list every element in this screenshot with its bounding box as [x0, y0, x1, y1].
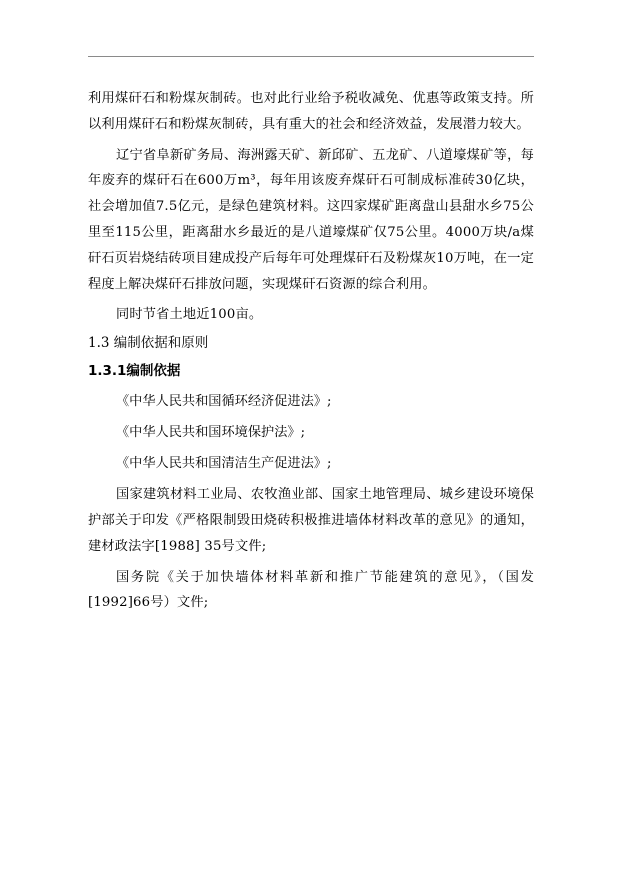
law-item-circular-economy: 《中华人民共和国循环经济促进法》;	[116, 394, 332, 410]
paragraph-state-council-opinion: 国务院《关于加快墙体材料革新和推广节能建筑的意见》，（国发[1992]66号）文件;	[88, 569, 534, 611]
paragraph-liaoning-mines: 辽宁省阜新矿务局、海洲露天矿、新邱矿、五龙矿、八道壕煤矿等，每年废弃的煤矸石在600万m³，每年用该废弃煤矸石可制成标准砖30亿块，社会增加值7.5亿元，是绿色建筑材料。这四家煤矿距离盘山县甜水乡75公里至115公里，距离甜水乡最近的是八道壕煤矿仅75公里。4000万块/a煤矸石页岩烧结砖项目建成投产后每年可处理煤矸石及粉煤灰10万吨，在一定程度上解决煤矸石排放问题，实现煤矸石资源的综合利用。	[88, 147, 534, 292]
paragraph-benefits: 利用煤矸石和粉煤灰制砖。也对此行业给予税收减免、优惠等政策支持。所以利用煤矸石和粉煤灰制砖，具有重大的社会和经济效益，发展潜力较大。	[88, 91, 534, 132]
document-body	[88, 86, 534, 616]
law-item-cleaner-production: 《中华人民共和国清洁生产促进法》;	[116, 456, 332, 472]
header-rule	[88, 56, 534, 57]
paragraph-building-materials-notice: 国家建筑材料工业局、农牧渔业部、国家土地管理局、城乡建设环境保护部关于印发《严格限制毁田烧砖积极推进墙体材料改革的意见》的通知，建材政法字[1988] 35号文件;	[88, 487, 534, 554]
paragraph-land-saving: 同时节省土地近100亩。	[116, 307, 263, 323]
law-item-environmental-protection: 《中华人民共和国环境保护法》;	[116, 425, 306, 441]
section-heading: 1.3 编制依据和原则	[88, 335, 209, 352]
subsection-heading: 1.3.1编制依据	[88, 363, 181, 380]
